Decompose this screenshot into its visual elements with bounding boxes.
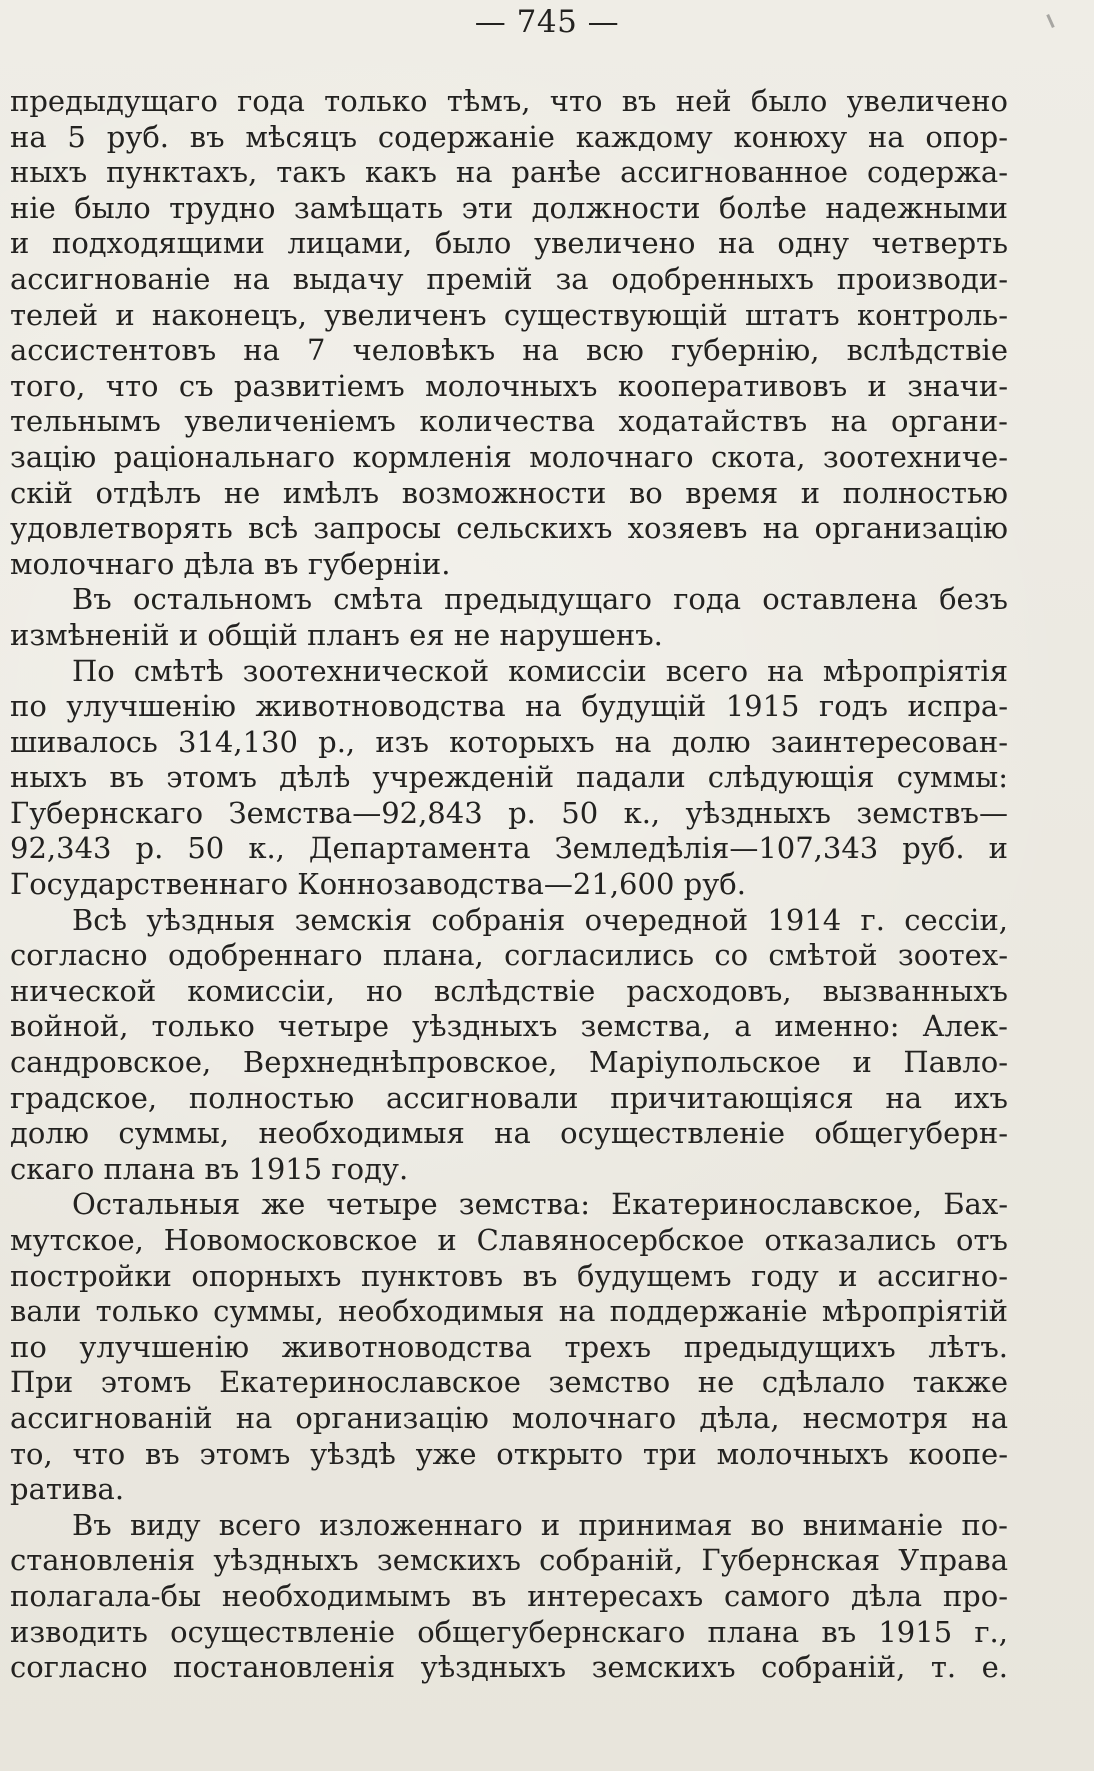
- text-line: шивалось 314,130 р., изъ которыхъ на долю заинтересован-: [10, 724, 1008, 759]
- text-line: ныхъ въ этомъ дѣлѣ учрежденій падали слѣдующія суммы:: [10, 760, 1008, 795]
- text-line: предыдущаго года только тѣмъ, что въ ней было увеличено: [10, 84, 1008, 118]
- text-line: ассигнованіе на выдачу премій за одобренныхъ производи-: [10, 261, 1008, 296]
- text-line: ассигнованій на организацію молочнаго дѣла, несмотря на: [10, 1400, 1008, 1435]
- text-line: согласно одобреннаго плана, согласились со смѣтой зоотех-: [10, 938, 1008, 973]
- text-line: нической комиссіи, но вслѣдствіе расходовъ, вызванныхъ: [10, 973, 1008, 1008]
- text-line: того, что съ развитіемъ молочныхъ кооперативовъ и значи-: [10, 368, 1008, 403]
- text-line: то, что въ этомъ уѣздѣ уже открыто три молочныхъ коопе-: [10, 1436, 1008, 1471]
- text-line: войной, только четыре уѣздныхъ земства, а именно: Алек-: [10, 1009, 1008, 1044]
- text-line: полагала-бы необходимымъ въ интересахъ самого дѣла про-: [10, 1578, 1008, 1613]
- text-line: ныхъ пунктахъ, такъ какъ на ранѣе ассигнованное содержа-: [10, 155, 1008, 190]
- text-line: скаго плана въ 1915 году.: [10, 1151, 409, 1186]
- text-line: согласно постановленія уѣздныхъ земскихъ собраній, т. е.: [10, 1650, 1008, 1685]
- text-line: зацію раціональнаго кормленія молочнаго скота, зоотехниче-: [10, 439, 1008, 474]
- text-line: Государственнаго Коннозаводства—21,600 руб.: [10, 867, 746, 902]
- text-line: 92,343 р. 50 к., Департамента Земледѣлія—107,343 руб. и: [10, 831, 1008, 866]
- text-line: градское, полностью ассигновали причитающіяся на ихъ: [10, 1080, 1008, 1115]
- text-line: постройки опорныхъ пунктовъ въ будущемъ году и ассигно-: [10, 1258, 1008, 1293]
- page-number: — 745 —: [474, 4, 620, 40]
- text-line: Остальныя же четыре земства: Екатеринославское, Бах-: [72, 1187, 1008, 1222]
- text-line: удовлетворять всѣ запросы сельскихъ хозяевъ на организацію: [10, 511, 1008, 546]
- text-line: изводить осуществленіе общегубернскаго плана въ 1915 г.,: [10, 1614, 1008, 1649]
- paragraph: [10, 84, 1008, 582]
- text-line: и подходящими лицами, было увеличено на одну четверть: [10, 226, 1008, 261]
- paragraph: [10, 654, 1008, 903]
- text-line: При этомъ Екатеринославское земство не сдѣлало также: [10, 1365, 1008, 1400]
- text-line: становленія уѣздныхъ земскихъ собраній, Губернская Управа: [10, 1543, 1008, 1578]
- text-line: измѣненій и общій планъ ея не нарушенъ.: [10, 617, 663, 652]
- text-line: по улучшенію животноводства на будущій 1915 годъ испра-: [10, 689, 1008, 724]
- text-line: сандровское, Верхнеднѣпровское, Маріупольское и Павло-: [10, 1045, 1008, 1080]
- paragraph: [10, 903, 1008, 1188]
- text-line: долю суммы, необходимыя на осуществленіе общегуберн-: [10, 1116, 1008, 1151]
- paragraph: [10, 1508, 1008, 1686]
- text-line: тельнымъ увеличеніемъ количества ходатайствъ на органи-: [10, 404, 1008, 439]
- text-line: мутское, Новомосковское и Славяносербское отказались отъ: [10, 1223, 1008, 1257]
- text-line: вали только суммы, необходимыя на поддержаніе мѣропріятій: [10, 1294, 1008, 1329]
- text-line: скій отдѣлъ не имѣлъ возможности во время и полностью: [10, 475, 1008, 510]
- text-line: ратива.: [10, 1472, 125, 1507]
- text-line: по улучшенію животноводства трехъ предыдущихъ лѣтъ.: [10, 1329, 1008, 1364]
- text-line: молочнаго дѣла въ губерніи.: [10, 546, 451, 581]
- body-text: [10, 84, 1008, 1686]
- text-line: телей и наконецъ, увеличенъ существующій штатъ контроль-: [10, 297, 1008, 332]
- text-line: Въ виду всего изложеннаго и принимая во вниманіе по-: [72, 1507, 1008, 1542]
- text-line: ассистентовъ на 7 человѣкъ на всю губернію, вслѣдствіе: [10, 333, 1008, 368]
- text-line: По смѣтѣ зоотехнической комиссіи всего на мѣропріятія: [72, 653, 1008, 688]
- text-line: Всѣ уѣздныя земскія собранія очередной 1914 г. сессіи,: [72, 902, 1008, 937]
- text-line: ніе было трудно замѣщать эти должности болѣе надежными: [10, 190, 1008, 225]
- paragraph: [10, 582, 1008, 653]
- text-line: Губернскаго Земства—92,843 р. 50 к., уѣздныхъ земствъ—: [10, 795, 1008, 830]
- text-line: на 5 руб. въ мѣсяцъ содержаніе каждому конюху на опор-: [10, 119, 1008, 154]
- paragraph: [10, 1187, 1008, 1507]
- text-line: Въ остальномъ смѣта предыдущаго года оставлена безъ: [72, 582, 1008, 617]
